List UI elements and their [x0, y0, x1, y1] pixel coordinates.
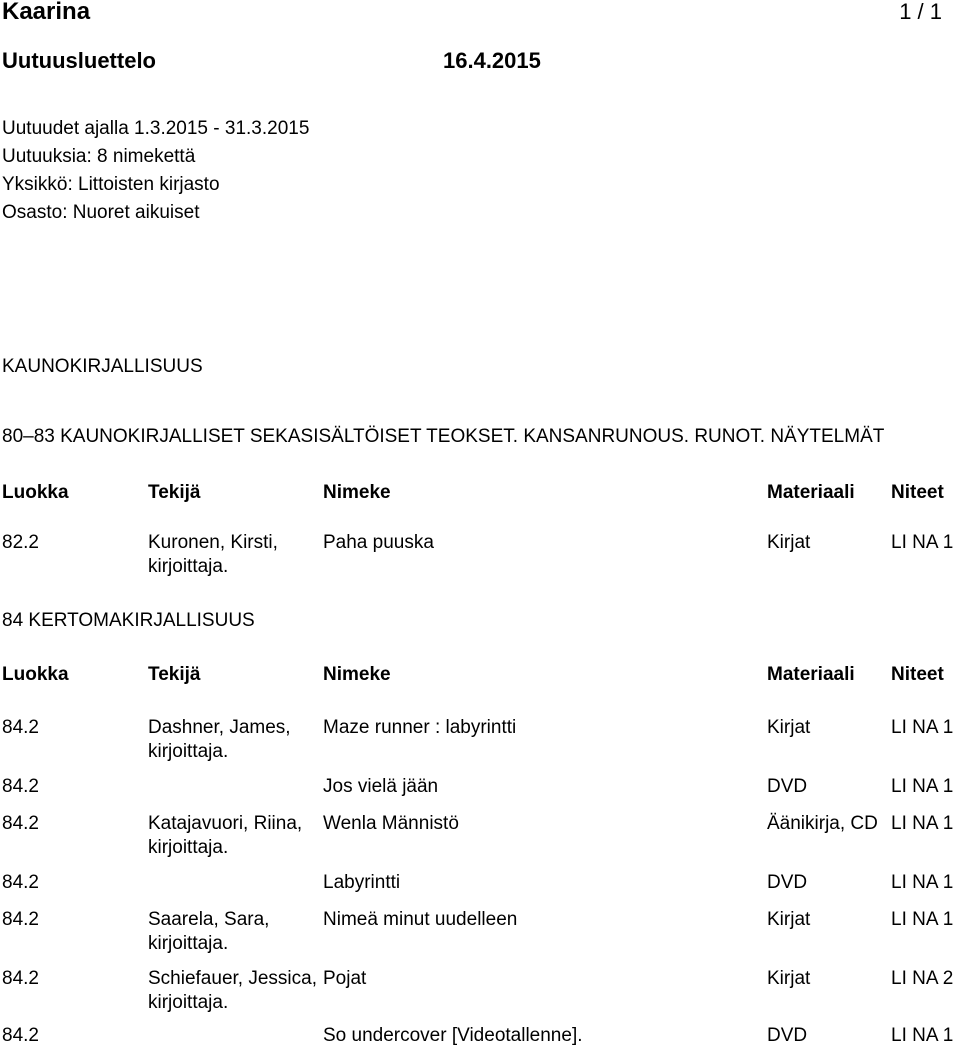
column-header-class: Luokka [2, 482, 69, 503]
row-class: 84.2 [2, 1025, 39, 1046]
row-title: Wenla Männistö [323, 813, 459, 834]
unit-info: Yksikkö: Littoisten kirjasto [2, 174, 220, 195]
row-copies: LI NA 2 [891, 968, 954, 989]
count-info: Uutuuksia: 8 nimekettä [2, 146, 196, 167]
section-heading: 84 KERTOMAKIRJALLISUUS [2, 610, 255, 631]
row-material: DVD [767, 872, 808, 893]
row-class: 84.2 [2, 909, 39, 930]
row-title: So undercover [Videotallenne]. [323, 1025, 583, 1046]
row-copies: LI NA 1 [891, 909, 954, 930]
row-copies: LI NA 1 [891, 717, 954, 738]
row-title: Labyrintti [323, 872, 401, 893]
period-info: Uutuudet ajalla 1.3.2015 - 31.3.2015 [2, 118, 310, 139]
row-material: DVD [767, 776, 808, 797]
row-author: Dashner, James, kirjoittaja. [148, 717, 291, 762]
department-info: Osasto: Nuoret aikuiset [2, 202, 200, 223]
section-heading: 80–83 KAUNOKIRJALLISET SEKASISÄLTÖISET TEOKSET. KANSANRUNOUS. RUNOT. NÄYTELMÄT [2, 426, 885, 447]
list-date: 16.4.2015 [443, 48, 541, 73]
library-name: Kaarina [2, 0, 91, 25]
row-class: 84.2 [2, 813, 39, 834]
row-class: 82.2 [2, 532, 39, 553]
row-author: Saarela, Sara, kirjoittaja. [148, 909, 270, 954]
row-author: Schiefauer, Jessica, kirjoittaja. [148, 968, 317, 1013]
row-copies: LI NA 1 [891, 813, 954, 834]
column-header-class: Luokka [2, 664, 69, 685]
row-copies: LI NA 1 [891, 532, 954, 553]
row-author: Katajavuori, Riina, kirjoittaja. [148, 813, 303, 858]
row-material: Kirjat [767, 717, 811, 738]
row-title: Paha puuska [323, 532, 434, 553]
row-title: Jos vielä jään [323, 776, 439, 797]
row-class: 84.2 [2, 717, 39, 738]
row-material: Kirjat [767, 968, 811, 989]
row-author: Kuronen, Kirsti, kirjoittaja. [148, 532, 278, 577]
row-copies: LI NA 1 [891, 776, 954, 797]
column-header-author: Tekijä [148, 482, 201, 503]
row-title: Maze runner : labyrintti [323, 717, 517, 738]
column-header-author: Tekijä [148, 664, 201, 685]
column-header-title: Nimeke [323, 482, 391, 503]
list-title: Uutuusluettelo [2, 48, 156, 73]
row-material: Kirjat [767, 909, 811, 930]
row-material: Äänikirja, CD [767, 813, 878, 834]
column-header-material: Materiaali [767, 664, 855, 685]
row-material: Kirjat [767, 532, 811, 553]
main-section-heading: KAUNOKIRJALLISUUS [2, 356, 203, 377]
row-class: 84.2 [2, 776, 39, 797]
row-copies: LI NA 1 [891, 872, 954, 893]
column-header-copies: Niteet [891, 482, 944, 503]
row-copies: LI NA 1 [891, 1025, 954, 1046]
column-header-material: Materiaali [767, 482, 855, 503]
row-class: 84.2 [2, 968, 39, 989]
column-header-copies: Niteet [891, 664, 944, 685]
row-class: 84.2 [2, 872, 39, 893]
row-material: DVD [767, 1025, 808, 1046]
row-title: Nimeä minut uudelleen [323, 909, 518, 930]
column-header-title: Nimeke [323, 664, 391, 685]
row-title: Pojat [323, 968, 367, 989]
page-number: 1 / 1 [899, 0, 942, 24]
